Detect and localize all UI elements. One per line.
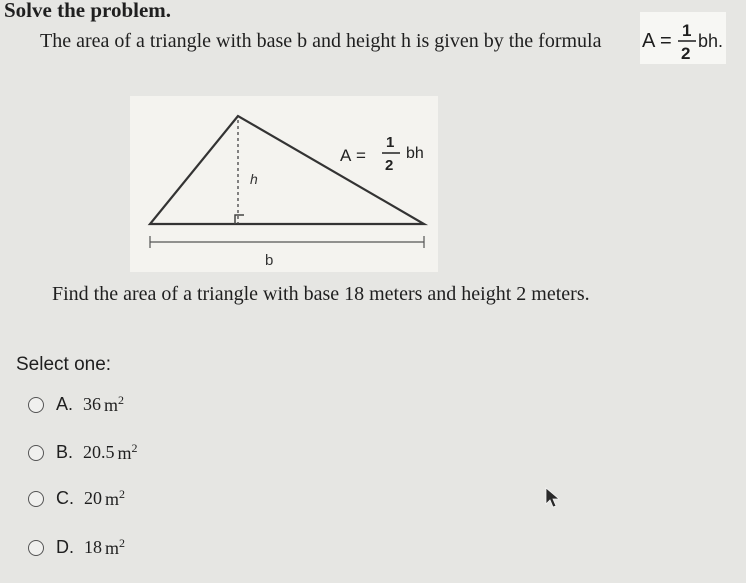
height-label: h — [250, 171, 258, 187]
option-a[interactable] — [28, 393, 124, 416]
formula — [640, 12, 726, 64]
triangle-diagram — [130, 96, 438, 272]
formula-numerator: 1 — [682, 21, 692, 40]
formula-equals: = — [660, 30, 672, 52]
unit-exponent: 2 — [119, 536, 126, 550]
option-unit — [118, 441, 138, 464]
figure-formula-numerator: 1 — [386, 134, 395, 151]
right-angle-marker — [235, 215, 244, 224]
unit-text: m — [105, 538, 120, 558]
option-unit — [104, 393, 124, 416]
problem-title: Solve the problem. — [4, 0, 172, 22]
option-value: 18 — [84, 537, 102, 557]
option-d[interactable] — [28, 536, 125, 559]
option-value: 20 — [84, 488, 102, 508]
option-b[interactable] — [28, 441, 138, 464]
unit-text: m — [117, 443, 132, 463]
option-letter: D. — [56, 537, 74, 557]
option-value: 20.5 — [83, 442, 115, 462]
formula-lhs: A — [642, 30, 656, 52]
unit-text: m — [105, 489, 120, 509]
formula-rhs: bh. — [698, 31, 724, 51]
triangle-figure — [130, 96, 438, 272]
figure-formula-rhs: bh — [406, 145, 424, 162]
question-text: Find the area of a triangle with base 18 meters and height 2 meters. — [52, 283, 590, 305]
radio-button-a[interactable] — [28, 397, 44, 413]
figure-formula-lhs: A — [340, 146, 352, 165]
figure-formula-equals: = — [356, 146, 366, 165]
option-value: 36 — [83, 394, 102, 414]
figure-formula-denominator: 2 — [385, 157, 394, 174]
unit-exponent: 2 — [118, 393, 125, 407]
radio-button-c[interactable] — [28, 491, 44, 507]
mouse-pointer-icon — [545, 487, 561, 509]
intro-text: The area of a triangle with base b and height h is given by the formula — [40, 30, 602, 52]
formula-denominator: 2 — [681, 44, 691, 63]
option-unit — [105, 536, 125, 559]
option-c[interactable] — [28, 487, 125, 510]
radio-button-b[interactable] — [28, 445, 44, 461]
option-unit — [105, 487, 125, 510]
base-label: b — [265, 252, 274, 269]
triangle-shape — [150, 116, 424, 224]
formula-svg — [640, 12, 726, 64]
unit-exponent: 2 — [131, 441, 138, 455]
unit-exponent: 2 — [119, 487, 126, 501]
option-letter: A. — [56, 394, 74, 414]
option-letter: C. — [56, 488, 74, 508]
unit-text: m — [104, 395, 119, 415]
radio-button-d[interactable] — [28, 540, 44, 556]
option-letter: B. — [56, 442, 74, 462]
select-one-label: Select one: — [16, 354, 112, 375]
